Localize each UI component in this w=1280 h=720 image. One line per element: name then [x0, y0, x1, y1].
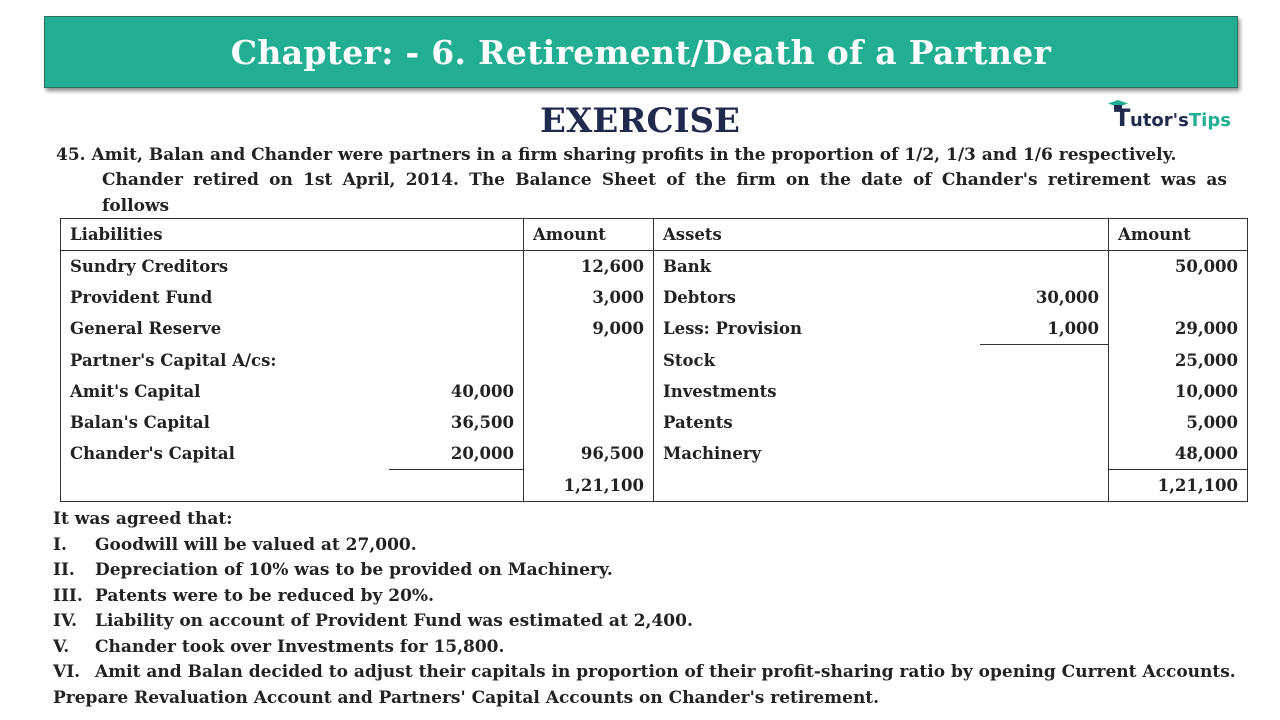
- question-word: retirement: [1047, 170, 1151, 190]
- asset-amount: 48,000: [1109, 438, 1248, 470]
- liability-amount: [524, 376, 654, 407]
- list-item-text: Amit and Balan decided to adjust their capitals in proportion of their profit-sharing ratio by opening Current Accounts.: [95, 662, 1236, 682]
- header-amount-liabilities: Amount: [524, 219, 654, 251]
- asset-label: Bank: [654, 251, 980, 283]
- question-word: retired: [193, 170, 259, 190]
- asset-label: Debtors: [654, 282, 980, 313]
- liability-amount: 9,000: [524, 313, 654, 345]
- asset-label: Patents: [654, 407, 980, 438]
- header-liabilities: Liabilities: [61, 219, 524, 251]
- liability-sub-amount: [389, 251, 524, 283]
- liability-sub-amount: [389, 282, 524, 313]
- exercise-heading: EXERCISE: [540, 101, 740, 141]
- list-item-text: Liability on account of Provident Fund was estimated at 2,400.: [95, 611, 693, 631]
- liability-label: Partner's Capital A/cs:: [61, 345, 389, 377]
- liability-sub-amount: [389, 345, 524, 377]
- asset-label: Machinery: [654, 438, 980, 470]
- chapter-title: Chapter: - 6. Retirement/Death of a Partner: [230, 32, 1052, 72]
- question-word: of: [912, 170, 932, 190]
- asset-sub-amount: [980, 376, 1109, 407]
- asset-label: Less: Provision: [654, 313, 980, 345]
- liability-sub-amount: [389, 313, 524, 345]
- asset-label: Investments: [654, 376, 980, 407]
- table-total-row: [61, 470, 1248, 502]
- list-item-text: Depreciation of 10% was to be provided on Machinery.: [95, 560, 613, 580]
- question-word: Chander: [102, 170, 183, 190]
- question-word: the: [695, 170, 727, 190]
- logo-tutors: utor's: [1130, 110, 1189, 131]
- list-item: [53, 533, 1236, 559]
- logo-letter-t: T: [1114, 104, 1131, 132]
- liability-amount: 3,000: [524, 282, 654, 313]
- list-item-text: Patents were to be reduced by 20%.: [95, 585, 434, 606]
- liability-label: Provident Fund: [61, 282, 389, 313]
- header-assets: Assets: [654, 219, 1109, 251]
- question-word: Sheet: [601, 170, 656, 190]
- liability-label: Amit's Capital: [61, 376, 389, 407]
- liability-sub-amount: 36,500: [389, 407, 524, 438]
- list-item: [53, 660, 1236, 686]
- question-word: on: [785, 170, 810, 190]
- asset-sub-amount: [980, 407, 1109, 438]
- table-row: [61, 407, 1248, 438]
- chapter-banner: [44, 16, 1238, 88]
- question-word: April,: [342, 170, 396, 190]
- table-row: [61, 251, 1248, 283]
- asset-sub-amount: [980, 438, 1109, 470]
- question-word: of: [666, 170, 685, 190]
- table-header-row: [61, 219, 1248, 251]
- question-line-2: [102, 168, 1227, 193]
- list-item-text: Goodwill will be valued at 27,000.: [95, 534, 417, 555]
- terms-intro: It was agreed that:: [53, 509, 233, 529]
- list-item: [53, 558, 1236, 584]
- agreement-terms: [53, 507, 1236, 711]
- terms-closing: Prepare Revaluation Account and Partners' Capital Accounts on Chander's retirement.: [53, 687, 880, 708]
- list-item-number: II.: [53, 560, 75, 580]
- table-row: [61, 345, 1248, 377]
- list-item-number: III.: [53, 585, 83, 606]
- question-word: date: [861, 170, 903, 190]
- terms-list: [53, 533, 1236, 686]
- balance-sheet-table: [60, 218, 1248, 502]
- asset-amount: 29,000: [1109, 313, 1248, 345]
- question-line-3: follows: [102, 196, 170, 216]
- liability-label: Balan's Capital: [61, 407, 389, 438]
- header-amount-assets: Amount: [1109, 219, 1248, 251]
- liability-amount: 12,600: [524, 251, 654, 283]
- table-row: [61, 438, 1248, 470]
- list-item: [53, 635, 1236, 661]
- list-item-text: Chander took over Investments for 15,800.: [95, 636, 505, 657]
- table-row: [61, 376, 1248, 407]
- list-item-number: VI.: [53, 662, 81, 682]
- asset-sub-amount: [980, 251, 1109, 283]
- liability-sub-amount: 20,000: [389, 438, 524, 470]
- asset-amount: 25,000: [1109, 345, 1248, 377]
- question-word: Chander's: [941, 170, 1038, 190]
- liability-amount: 96,500: [524, 438, 654, 470]
- liability-sub-amount: 40,000: [389, 376, 524, 407]
- list-item-number: IV.: [53, 611, 78, 631]
- question-word: 2014.: [405, 170, 459, 190]
- asset-sub-amount: [980, 345, 1109, 377]
- asset-label: Stock: [654, 345, 980, 377]
- question-word: as: [1206, 170, 1227, 190]
- question-word: was: [1160, 170, 1197, 190]
- question-line-1: 45. Amit, Balan and Chander were partners in a firm sharing profits in the proportion of 1/2, 1/3 and 1/6 respectively.: [56, 145, 1177, 165]
- question-word: Balance: [515, 170, 592, 190]
- asset-amount: 10,000: [1109, 376, 1248, 407]
- list-item-number: I.: [53, 534, 67, 555]
- list-item: [53, 609, 1236, 635]
- list-item-number: V.: [53, 636, 70, 657]
- question-word: firm: [736, 170, 776, 190]
- logo-tips: Tips: [1188, 110, 1231, 131]
- question-word: on: [269, 170, 293, 190]
- assets-total: 1,21,100: [1109, 470, 1248, 502]
- list-item: [53, 584, 1236, 610]
- liabilities-total: 1,21,100: [524, 470, 654, 502]
- tutorstips-logo: [1108, 100, 1238, 140]
- table-row: [61, 313, 1248, 345]
- asset-sub-amount: 30,000: [980, 282, 1109, 313]
- liability-amount: [524, 345, 654, 377]
- question-word: the: [819, 170, 851, 190]
- question-word: The: [469, 170, 505, 190]
- question-word: 1st: [303, 170, 333, 190]
- asset-sub-amount: 1,000: [980, 313, 1109, 345]
- liability-amount: [524, 407, 654, 438]
- asset-amount: 5,000: [1109, 407, 1248, 438]
- asset-amount: 50,000: [1109, 251, 1248, 283]
- table-row: [61, 282, 1248, 313]
- asset-amount: [1109, 282, 1248, 313]
- liability-label: Sundry Creditors: [61, 251, 389, 283]
- liability-label: Chander's Capital: [61, 438, 389, 470]
- liability-label: General Reserve: [61, 313, 389, 345]
- logo-wordmark: [1130, 110, 1231, 131]
